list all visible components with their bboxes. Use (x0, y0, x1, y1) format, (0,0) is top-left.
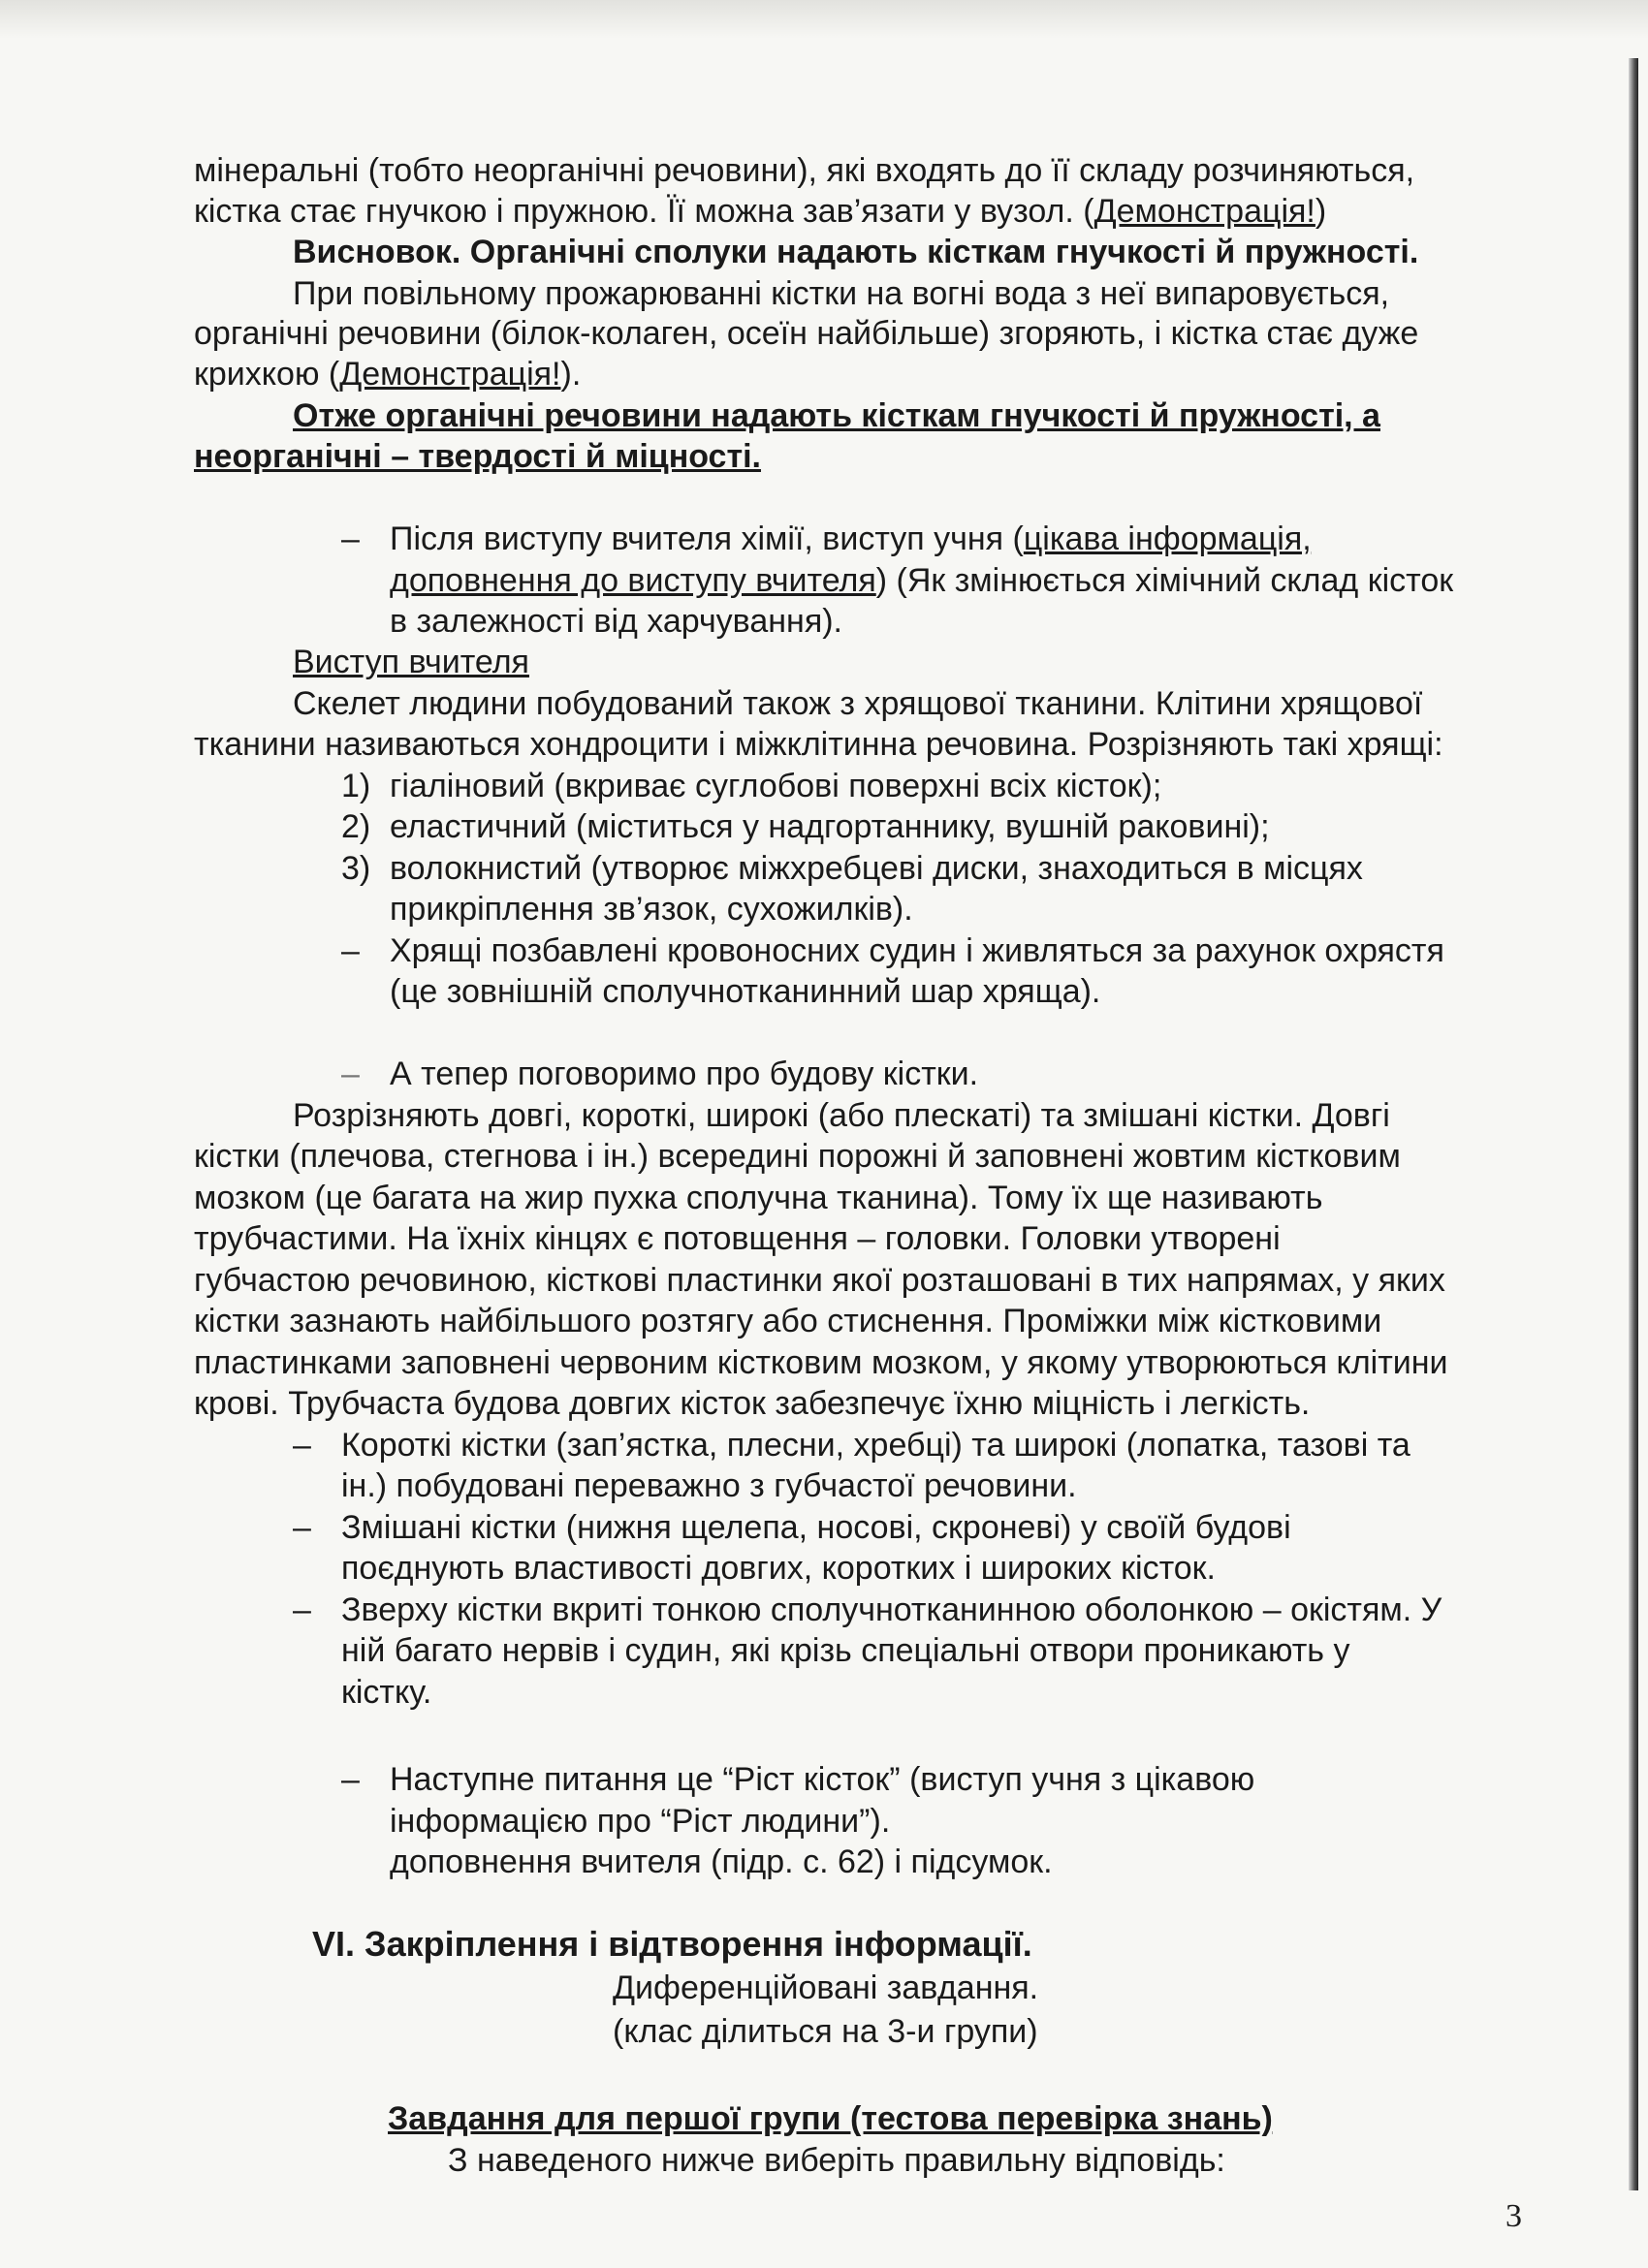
text-line: тканини називаються хондроцити і міжклітинна речовина. Розрізняють такі хрящі: (194, 726, 1443, 763)
group-heading: Завдання для першої групи (тестова перевірка знань) (388, 2100, 1273, 2137)
text-line: Змішані кістки (нижня щелепа, носові, скроневі) у своїй будові (341, 1509, 1291, 1546)
list-item: гіаліновий (вкриває суглобові поверхні всіх кісток); (390, 768, 1162, 804)
demonstration-link: Демонстрація! (1093, 193, 1315, 230)
text-line: При повільному прожарюванні кістки на вогні вода з неї випаровується, (293, 275, 1390, 312)
text-line (390, 519, 1312, 559)
text-line: органічні речовини (білок-колаген, осеїн найбільше) згоряють, і кістка стає дуже (194, 315, 1419, 352)
bullet-dash: – (293, 1509, 311, 1546)
conclusion-summary: Отже органічні речовини надають кісткам гнучкості й пружності, а (293, 397, 1380, 434)
bullet-dash: – (293, 1591, 311, 1628)
text-line: Хрящі позбавлені кровоносних судин і живляться за рахунок охрястя (390, 932, 1444, 969)
demonstration-link: Демонстрація! (339, 356, 561, 393)
group-instruction: З наведеного нижче виберіть правильну відповідь: (448, 2142, 1225, 2179)
scan-shadow-top (0, 0, 1648, 39)
text-line: Скелет людини побудований також з хрящової тканини. Клітини хрящової (293, 685, 1423, 722)
section-subtitle: Диференційовані завдання. (613, 1969, 1039, 2006)
conclusion-organic: Висновок. Органічні сполуки надають кісткам гнучкості й пружності. (293, 234, 1419, 270)
bullet-dash: – (341, 1761, 360, 1798)
text-line: ній багато нервів і судин, які крізь спеціальні отвори проникають у (341, 1632, 1350, 1669)
text-line: поєднують властивості довгих, коротких і широких кісток. (341, 1550, 1216, 1587)
underlined-text: доповнення до виступу вчителя (390, 562, 876, 599)
text-line: Короткі кістки (зап’ястка, плесни, хребці) та широкі (лопатка, тазові та (341, 1427, 1410, 1464)
text-line: в залежності від харчування). (390, 603, 843, 640)
text-line: кістки зазнають найбільшого розтягу або стиснення. Проміжки між кістковими (194, 1303, 1382, 1339)
text-line: Зверху кістки вкриті тонкою сполучнотканинною оболонкою – окістям. У (341, 1591, 1442, 1628)
text-line: мозком (це багата на жир пухка сполучна тканина). Тому їх ще називають (194, 1180, 1323, 1216)
text-line: Наступне питання це “Ріст кісток” (виступ учня з цікавою (390, 1761, 1255, 1798)
text-line: пластинками заповнені червоним кістковим мозком, у якому утворюються клітини (194, 1344, 1448, 1381)
text-fragment: кістка стає гнучкою і пружною. Її можна зав’язати у вузол. ( (194, 193, 1094, 230)
text-line: (це зовнішній сполучнотканинний шар хряща). (390, 973, 1101, 1010)
bullet-dash: – (341, 932, 360, 969)
text-line: крові. Трубчаста будова довгих кісток забезпечує їхню міцність і легкість. (194, 1385, 1311, 1422)
scan-edge-shadow (1629, 58, 1638, 2190)
page-number: 3 (1505, 2198, 1522, 2234)
text-line: інформацією про “Ріст людини”). (390, 1803, 891, 1840)
bullet-dash: – (341, 1055, 360, 1092)
list-item: еластичний (міститься у надгортаннику, вушній раковині); (390, 808, 1270, 845)
underlined-text: цікава інформація, (1023, 520, 1312, 557)
list-number: 2) (341, 808, 371, 845)
bullet-dash: – (293, 1427, 311, 1464)
conclusion-summary: неорганічні – твердості й міцності. (194, 438, 762, 475)
list-number: 3) (341, 850, 371, 887)
text-line: трубчастими. На їхніх кінцях є потовщення – головки. Головки утворені (194, 1220, 1281, 1257)
list-item: волокнистий (утворює міжхребцеві диски, знаходиться в місцях (390, 850, 1363, 887)
text-line: Розрізняють довгі, короткі, широкі (або плескаті) та змішані кістки. Довгі (293, 1097, 1390, 1134)
section-heading: VI. Закріплення і відтворення інформації. (312, 1924, 1032, 1964)
text-fragment: Після виступу вчителя хімії, виступ учня ( (390, 520, 1024, 557)
text-line: губчастою речовиною, кісткові пластинки якої розташовані в тих напрямах, у яких (194, 1262, 1445, 1299)
text-line (390, 560, 1453, 601)
text-line: кістку. (341, 1674, 432, 1711)
text-line: мінеральні (тобто неорганічні речовини), які входять до її складу розчиняються, (194, 152, 1415, 189)
text-fragment: ) (Як змінюється хімічний склад кісток (875, 562, 1454, 599)
text-fragment: ). (560, 356, 582, 393)
text-line: доповнення вчителя (підр. с. 62) і підсумок. (390, 1843, 1053, 1880)
list-item-continued: прикріплення зв’язок, сухожилків). (390, 891, 913, 928)
text-line: кістки (плечова, стегнова і ін.) всередині порожні й заповнені жовтим кістковим (194, 1138, 1401, 1175)
text-line: ін.) побудовані переважно з губчастої речовини. (341, 1467, 1077, 1504)
section-subtitle: (клас ділиться на 3-и групи) (613, 2013, 1038, 2050)
list-number: 1) (341, 768, 371, 804)
text-fragment: ) (1315, 193, 1327, 230)
text-fragment: крихкою ( (194, 356, 340, 393)
bone-intro: А тепер поговоримо про будову кістки. (390, 1055, 979, 1092)
teacher-heading: Виступ вчителя (293, 644, 529, 680)
text-line (194, 191, 1326, 232)
bullet-dash: – (341, 520, 360, 557)
text-line (194, 354, 581, 394)
